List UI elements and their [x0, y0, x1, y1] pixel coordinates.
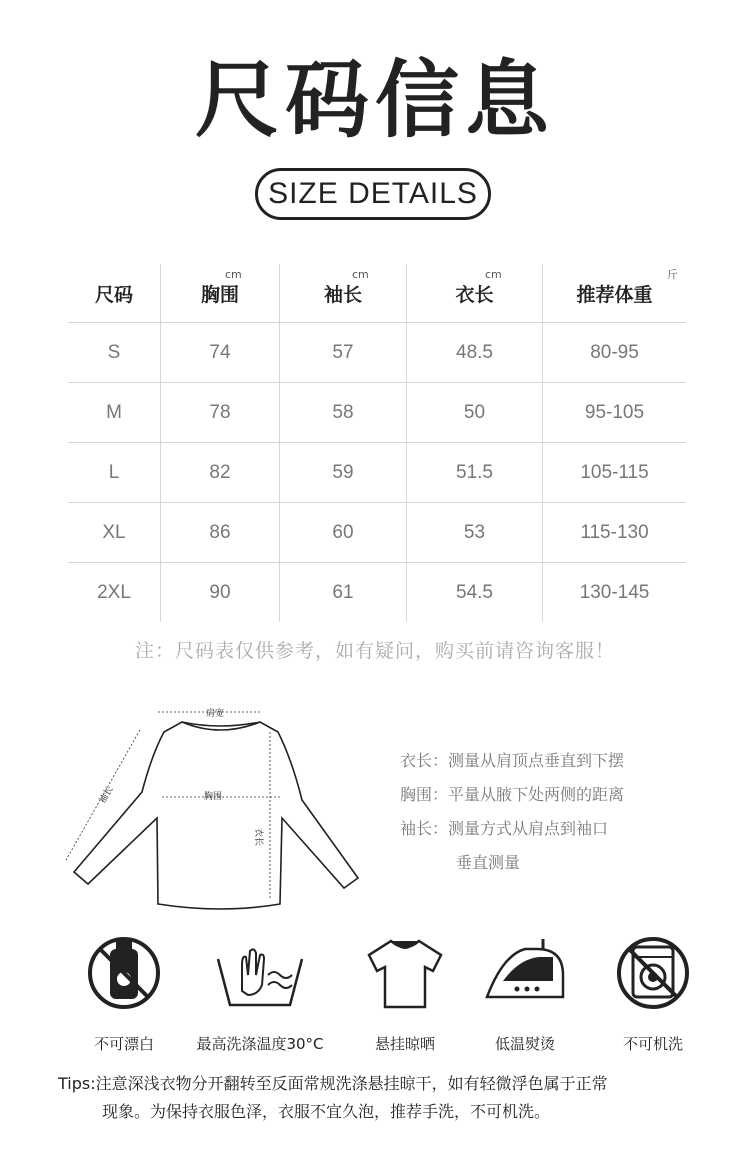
care-label: 悬挂晾晒: [374, 1035, 435, 1053]
care-item: [588, 935, 718, 1055]
cell-size: M: [68, 383, 161, 443]
cell-size: XL: [68, 503, 161, 563]
table-row: [68, 503, 686, 563]
care-item: [340, 935, 470, 1055]
cell-weight: 95-105: [543, 383, 687, 443]
shirt-outline-icon: [74, 722, 358, 909]
cell-size: L: [68, 443, 161, 503]
wash-30-icon: [212, 935, 308, 1011]
cell-chest: 90: [161, 563, 280, 623]
header-sleeve: 袖长 cm: [280, 264, 407, 323]
garment-diagram: [60, 700, 380, 930]
care-label: 最高洗涤温度30°C: [196, 1035, 324, 1053]
care-item: [460, 935, 590, 1055]
cell-length: 53: [407, 503, 543, 563]
hang-dry-icon: [365, 935, 445, 1011]
measurement-notes: [400, 744, 720, 880]
cell-length: 54.5: [407, 563, 543, 623]
table-header-row: [68, 264, 686, 323]
cell-weight: 130-145: [579, 581, 650, 603]
no-machine-wash-icon: [615, 935, 691, 1011]
cell-chest: 78: [161, 383, 280, 443]
table-row: [68, 383, 686, 443]
sleeve-label: 袖长: [97, 784, 116, 806]
table-row: [68, 323, 686, 383]
shoulder-label: 肩宽: [206, 709, 225, 719]
measure-sleeve: 袖长：测量方式从肩点到袖口: [400, 819, 609, 838]
care-item: [195, 935, 325, 1055]
tips-line-2: 现象。为保持衣服色泽，衣服不宜久泡，推荐手洗，不可机洗。: [102, 1102, 551, 1121]
subtitle-badge: [255, 168, 491, 220]
cell-length: 51.5: [407, 443, 543, 503]
header-length: 衣长 cm: [407, 264, 543, 323]
header-size: 尺码: [68, 264, 161, 323]
cell-size: 2XL: [68, 563, 161, 623]
cell-sleeve: 57: [280, 323, 407, 383]
table-row: [68, 443, 686, 503]
cell-sleeve: 60: [280, 503, 407, 563]
care-item: [59, 935, 189, 1055]
cell-length: 48.5: [407, 323, 543, 383]
measure-sleeve-cont: 垂直测量: [456, 853, 521, 872]
size-note: 注：尺码表仅供参考，如有疑问，购买前请咨询客服！: [134, 640, 615, 662]
length-label: 衣长: [253, 828, 263, 847]
table-row: [68, 563, 686, 623]
cell-weight: 115-130: [543, 503, 687, 563]
tips-line-1: Tips:注意深浅衣物分开翻转至反面常规洗涤悬挂晾干，如有轻微浮色属于正常: [58, 1074, 608, 1093]
measure-length: 衣长：测量从肩顶点垂直到下摆: [400, 751, 625, 770]
cell-sleeve: 61: [280, 563, 407, 623]
low-iron-icon: [479, 935, 571, 1011]
care-label: 不可机洗: [622, 1035, 683, 1053]
cell-chest: 86: [161, 503, 280, 563]
cell-size: S: [68, 323, 161, 383]
care-label: 低温熨烫: [494, 1035, 555, 1053]
no-bleach-icon: [86, 935, 162, 1011]
cell-weight: 80-95: [543, 323, 687, 383]
cell-length: 50: [407, 383, 543, 443]
unit-label: cm: [485, 268, 502, 281]
cell-sleeve: 58: [280, 383, 407, 443]
cell-chest: 82: [161, 443, 280, 503]
cell-chest: 74: [161, 323, 280, 383]
subtitle: SIZE DETAILS: [268, 177, 478, 210]
care-label: 不可漂白: [93, 1035, 154, 1053]
header-weight: 推荐体重 斤: [543, 264, 687, 323]
measure-chest: 胸围：平量从腋下处两侧的距离: [400, 785, 625, 804]
unit-label: cm: [225, 268, 242, 281]
unit-label: cm: [352, 268, 369, 281]
cell-weight: 105-115: [543, 443, 687, 503]
measure-lines: [66, 712, 282, 900]
unit-label: 斤: [667, 268, 678, 281]
size-table: [68, 264, 686, 622]
page-title: 尺码信息: [194, 51, 555, 149]
tips-text: [58, 1070, 718, 1126]
chest-label: 胸围: [204, 792, 223, 802]
cell-sleeve: 59: [280, 443, 407, 503]
header-chest: 胸围 cm: [161, 264, 280, 323]
